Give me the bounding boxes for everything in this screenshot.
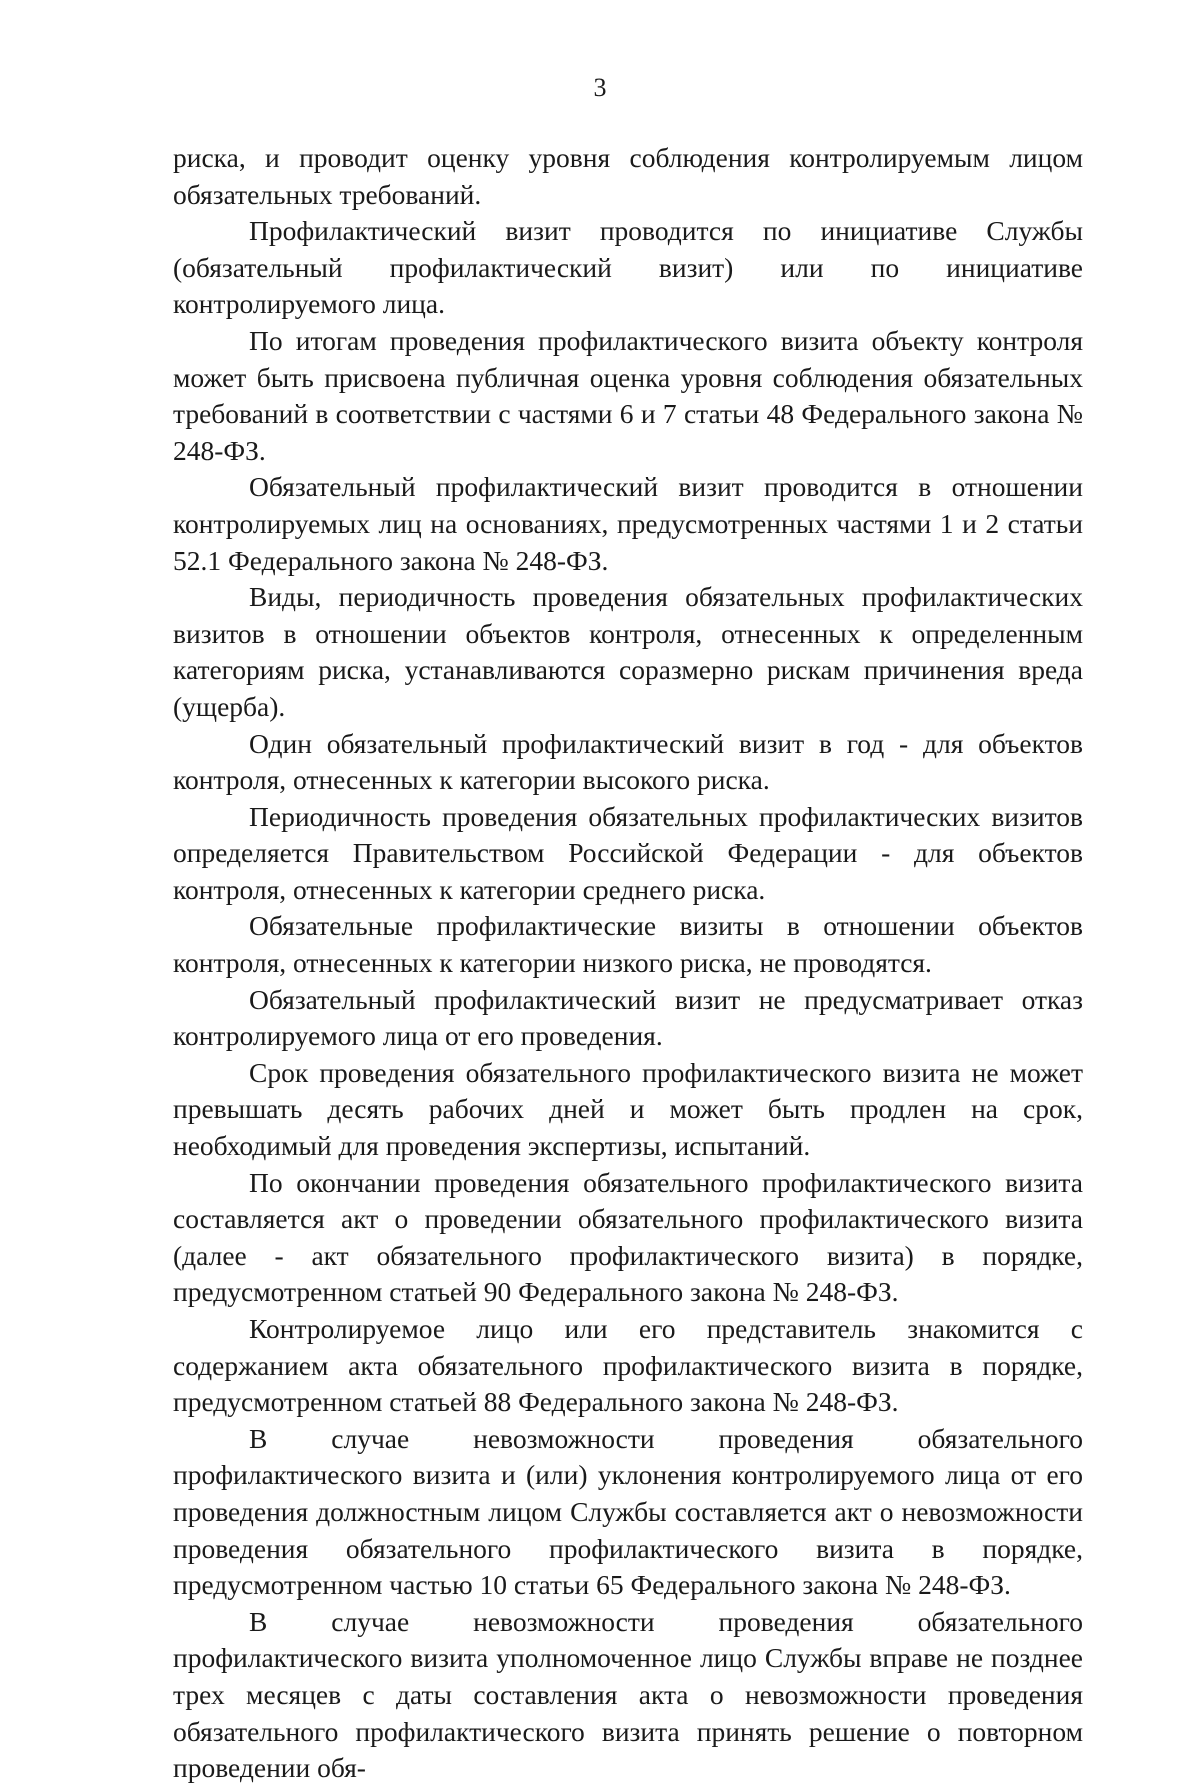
paragraph: Профилактический визит проводится по инициативе Службы (обязательный профилактический визит) или по инициативе контролируемого лица. — [173, 215, 1083, 320]
paragraph: Виды, периодичность проведения обязательных профилактических визитов в отношении объектов контроля, отнесенных к определенным категориям риска, устанавливаются соразмерно рискам причинения вреда (ущерба). — [173, 581, 1083, 722]
paragraph: Контролируемое лицо или его представитель знакомится с содержанием акта обязательного профилактического визита в порядке, предусмотренном статьей 88 Федерального закона № 248-ФЗ. — [173, 1313, 1083, 1418]
paragraph: риска, и проводит оценку уровня соблюдения контролируемым лицом обязательных требований. — [173, 142, 1083, 210]
paragraph: Срок проведения обязательного профилактического визита не может превышать десять рабочих дней и может быть продлен на срок, необходимый для проведения экспертизы, испытаний. — [173, 1056, 1083, 1162]
paragraph: Обязательный профилактический визит проводится в отношении контролируемых лиц на основаниях, предусмотренных частями 1 и 2 статьи 52.1 Федерального закона № 248-ФЗ. — [173, 471, 1083, 576]
paragraph: Обязательные профилактические визиты в отношении объектов контроля, отнесенных к категории низкого риска, не проводятся. — [173, 910, 1083, 979]
paragraph: По окончании проведения обязательного профилактического визита составляется акт о проведении обязательного профилактического визита (далее - акт обязательного профилактического визита) в порядке, предусмотренном статьей 90 Федерального закона № 248-ФЗ. — [173, 1166, 1083, 1308]
page-number: 3 — [593, 73, 607, 102]
paragraph: В случае невозможности проведения обязательного профилактического визита уполномоченное лицо Службы вправе не позднее трех месяцев с даты составления акта о невозможности проведения обязательного профилактического визита принять решение о повторном проведении обя- — [173, 1605, 1083, 1784]
paragraph: Периодичность проведения обязательных профилактических визитов определяется Правительством Российской Федерации - для объектов контроля, отнесенных к категории среднего риска. — [173, 800, 1083, 905]
paragraph: В случае невозможности проведения обязательного профилактического визита и (или) уклонения контролируемого лица от его проведения должностным лицом Службы составляется акт о невозможности проведения обязательного профилактического визита в порядке, предусмотренном частью 10 статьи 65 Федерального закона № 248-ФЗ. — [173, 1422, 1083, 1601]
paragraph: Один обязательный профилактический визит в год - для объектов контроля, отнесенных к категории высокого риска. — [173, 727, 1083, 796]
document-body — [173, 140, 1083, 1787]
paragraph: Обязательный профилактический визит не предусматривает отказ контролируемого лица от его проведения. — [173, 983, 1083, 1052]
paragraph: По итогам проведения профилактического визита объекту контроля может быть присвоена публичная оценка уровня соблюдения обязательных требований в соответствии с частями 6 и 7 статьи 48 Федерального закона № 248-ФЗ. — [173, 324, 1083, 466]
